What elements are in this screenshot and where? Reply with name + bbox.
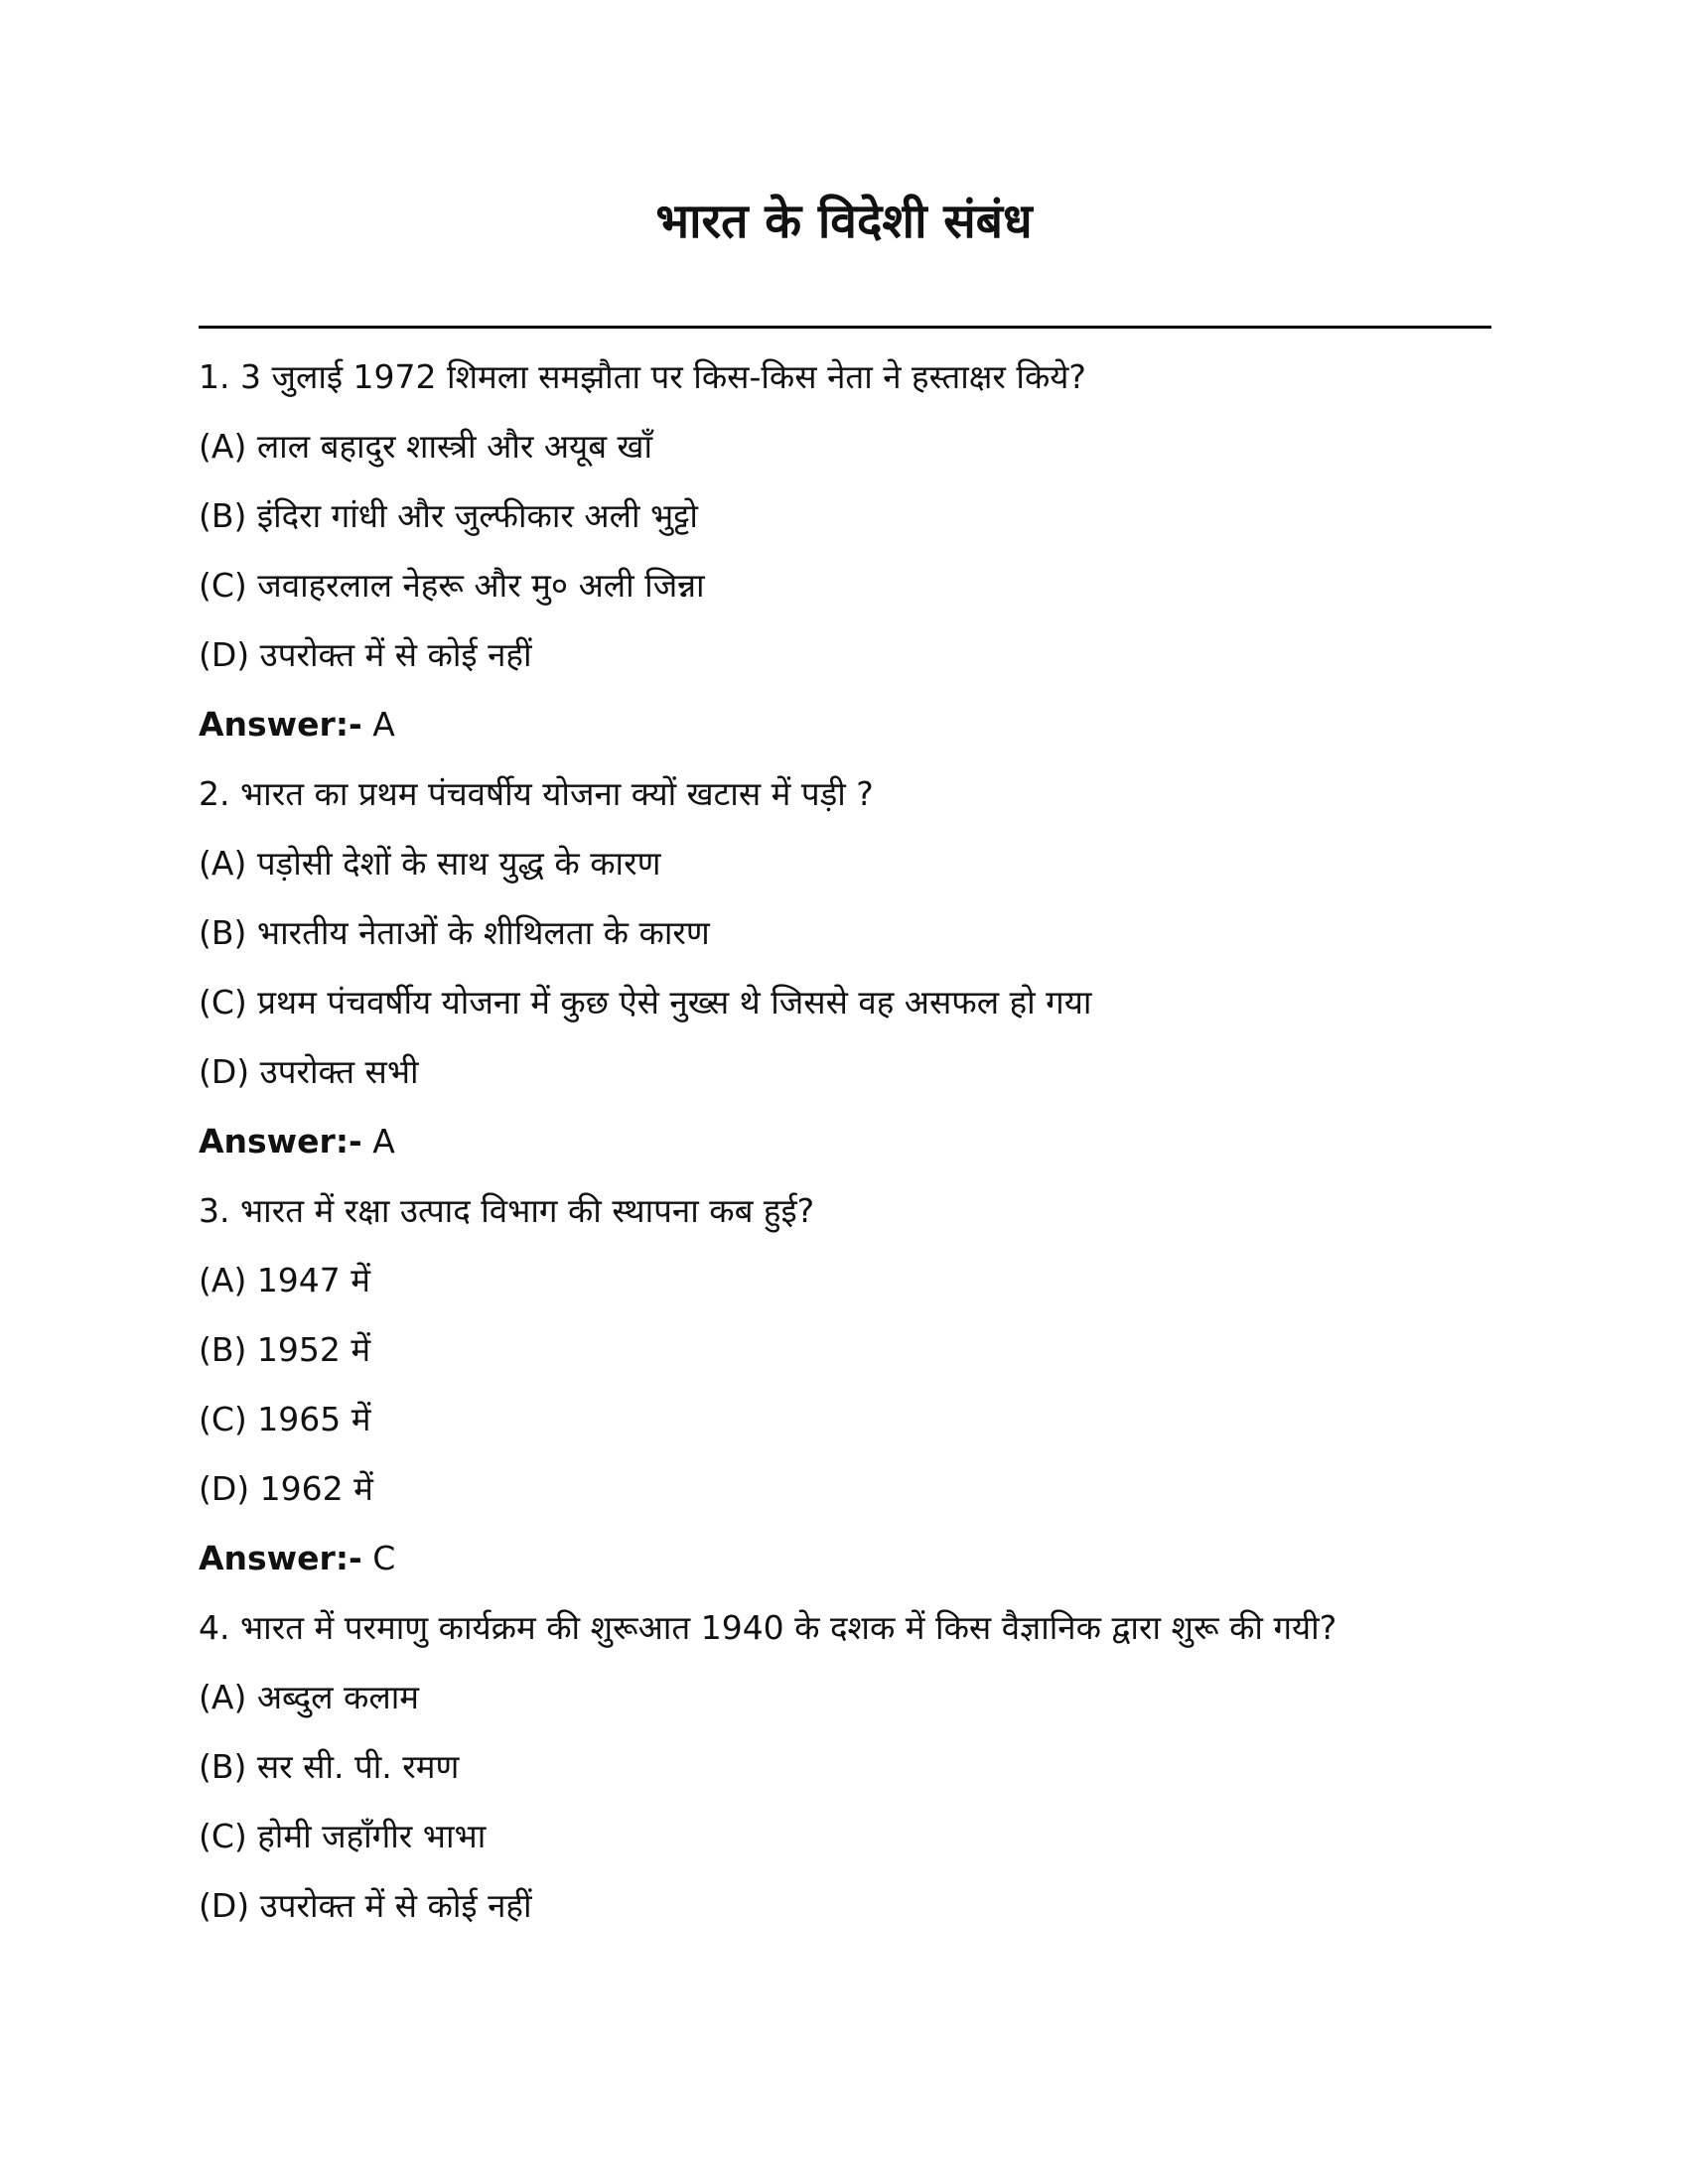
- page-title: भारत के विदेशी संबंध: [655, 194, 1033, 249]
- option-d: (D) उपरोक्त में से कोई नहीं: [199, 635, 532, 674]
- answer-line: [199, 690, 1489, 759]
- answer-line: [199, 1107, 1489, 1176]
- answer-label: Answer:-: [199, 705, 362, 744]
- question-block-2: [199, 759, 1489, 1176]
- option-b: (B) भारतीय नेताओं के शीथिलता के कारण: [199, 913, 710, 952]
- option-a: (A) पड़ोसी देशों के साथ युद्ध के कारण: [199, 844, 661, 883]
- question-text: 2. भारत का प्रथम पंचवर्षीय योजना क्यों खटास में पड़ी ?: [199, 774, 874, 813]
- option-a: (A) अब्दुल कलाम: [199, 1678, 420, 1716]
- answer-label: Answer:-: [199, 1539, 362, 1577]
- option-d: (D) 1962 में: [199, 1469, 373, 1508]
- option-d: (D) उपरोक्त सभी: [199, 1052, 419, 1091]
- question-text: 1. 3 जुलाई 1972 शिमला समझौता पर किस-किस नेता ने हस्ताक्षर किये?: [199, 357, 1086, 396]
- answer-line: [199, 1524, 1489, 1593]
- question-list: [199, 342, 1489, 1941]
- answer-value: C: [361, 1539, 396, 1577]
- question-text: 4. भारत में परमाणु कार्यक्रम की शुरूआत 1940 के दशक में किस वैज्ञानिक द्वारा शुरू की गयी?: [199, 1608, 1337, 1647]
- question-block-3: [199, 1176, 1489, 1593]
- option-c: (C) 1965 में: [199, 1400, 371, 1438]
- option-a: (A) 1947 में: [199, 1261, 371, 1299]
- question-text: 3. भारत में रक्षा उत्पाद विभाग की स्थापना कब हुई?: [199, 1191, 815, 1230]
- answer-value: A: [361, 705, 395, 744]
- answer-value: A: [361, 1122, 395, 1160]
- question-block-1: [199, 342, 1489, 759]
- option-a: (A) लाल बहादुर शास्त्री और अयूब खाँ: [199, 427, 653, 466]
- option-c: (C) होमी जहाँगीर भाभा: [199, 1817, 487, 1855]
- option-c: (C) प्रथम पंचवर्षीय योजना में कुछ ऐसे नुख्स थे जिससे वह असफल हो गया: [199, 983, 1092, 1022]
- option-b: (B) 1952 में: [199, 1330, 371, 1369]
- option-b: (B) इंदिरा गांधी और जुल्फीकार अली भुट्टो: [199, 496, 698, 535]
- option-c: (C) जवाहरलाल नेहरू और मु० अली जिन्ना: [199, 566, 705, 605]
- answer-label: Answer:-: [199, 1122, 362, 1160]
- question-block-4: [199, 1593, 1489, 1941]
- title-divider: [199, 326, 1491, 329]
- option-d: (D) उपरोक्त में से कोई नहीं: [199, 1886, 532, 1925]
- option-b: (B) सर सी. पी. रमण: [199, 1747, 460, 1786]
